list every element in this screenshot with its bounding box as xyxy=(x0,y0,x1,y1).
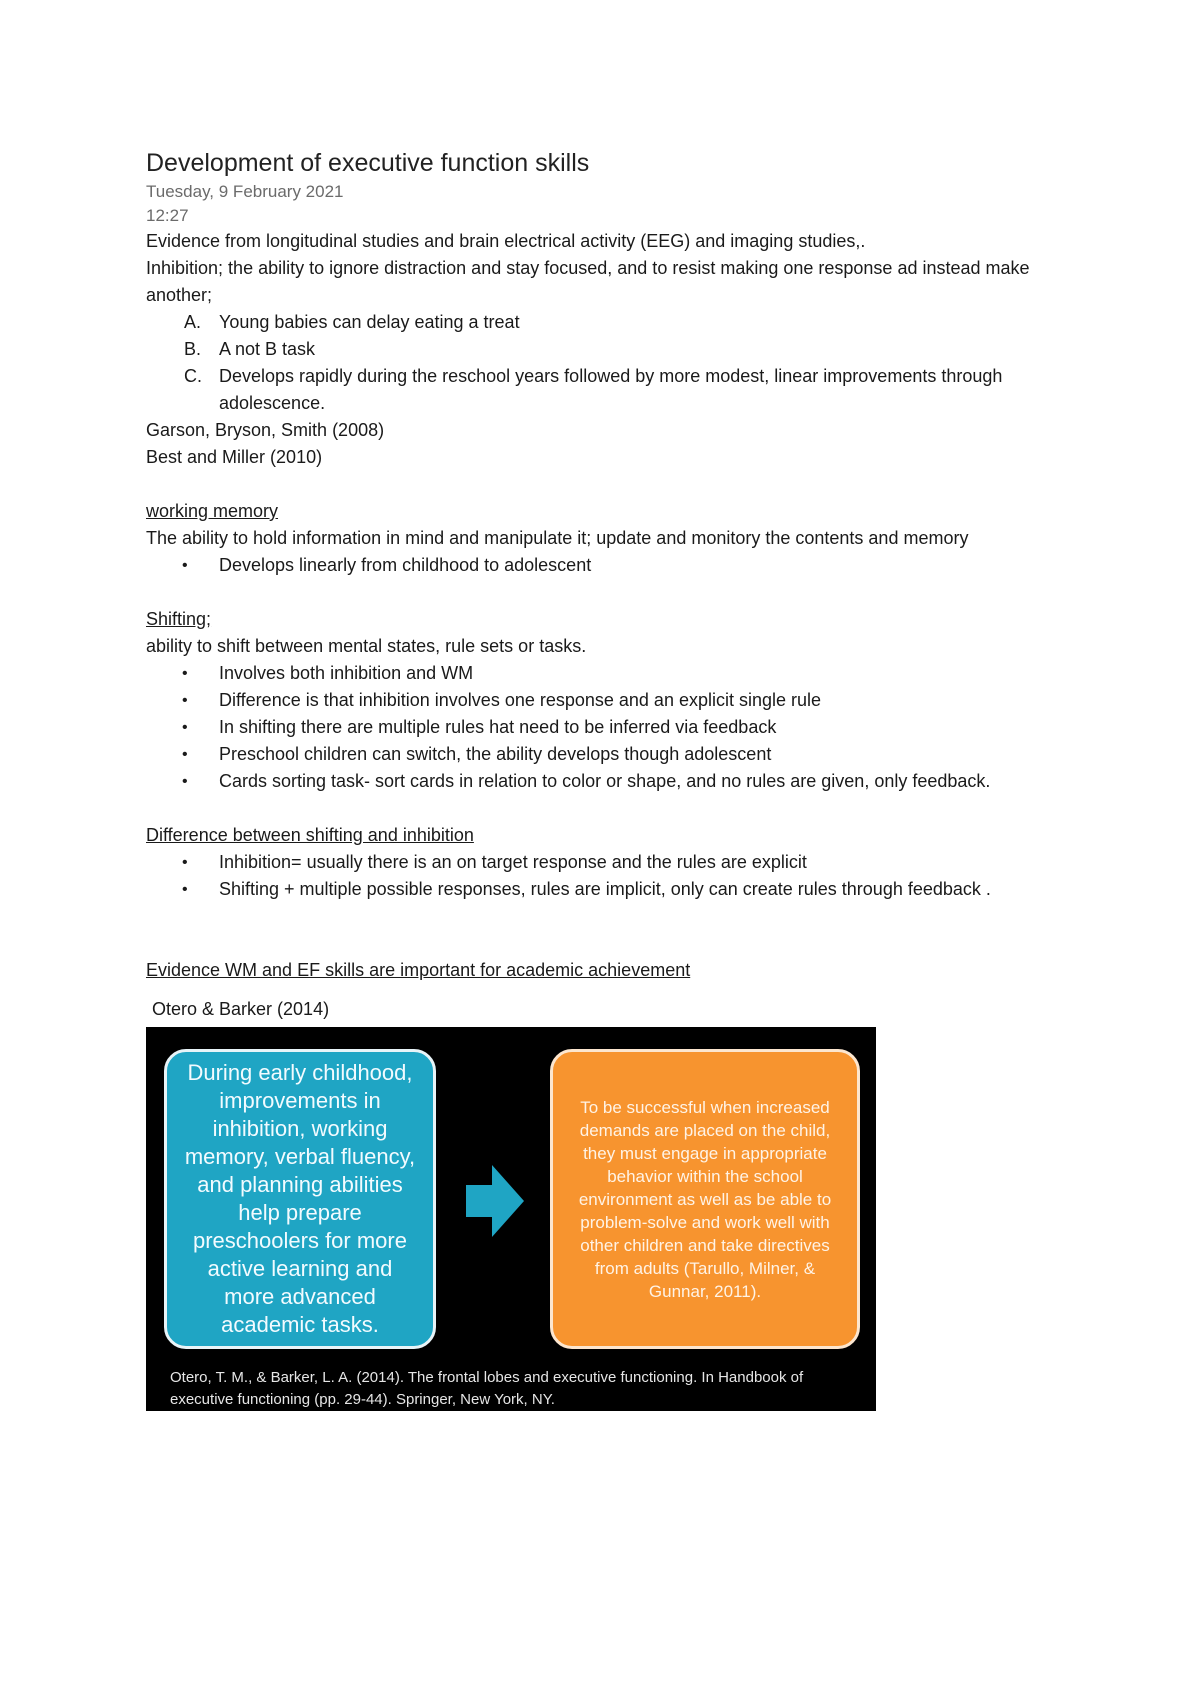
right-arrow-icon xyxy=(466,1165,524,1237)
list-item: • Develops linearly from childhood to adolescent xyxy=(146,552,1046,579)
list-item: C. Develops rapidly during the reschool years followed by more modest, linear improvements through adolescence. xyxy=(184,366,1003,413)
bullet-icon: • xyxy=(182,773,188,790)
list-item: A. Young babies can delay eating a treat xyxy=(184,312,520,332)
list-item: • Involves both inhibition and WM xyxy=(146,660,1046,687)
list-item: • Preschool children can switch, the ability develops though adolescent xyxy=(146,741,1046,768)
section-heading-shifting: Shifting; xyxy=(146,609,212,629)
list-item: • Cards sorting task- sort cards in relation to color or shape, and no rules are given, only feedback. xyxy=(146,768,1046,795)
reference: Best and Miller (2010) xyxy=(146,447,323,467)
list-item: B. A not B task xyxy=(184,339,316,359)
figure-citation: Otero, T. M., & Barker, L. A. (2014). The frontal lobes and executive functioning. In Handbook of executive functioning (pp. 29-44). Springer, New York, NY. xyxy=(170,1369,804,1408)
figure-image xyxy=(146,1027,876,1411)
list-item: • Difference is that inhibition involves one response and an explicit single rule xyxy=(146,687,1046,714)
shifting-list xyxy=(146,660,1046,795)
figure-label: Otero & Barker (2014) xyxy=(152,999,330,1019)
bullet-icon: • xyxy=(182,557,188,574)
reference: Garson, Bryson, Smith (2008) xyxy=(146,420,385,440)
bullet-icon: • xyxy=(182,881,188,898)
figure-left-box xyxy=(164,1049,436,1349)
figure-right-box xyxy=(550,1049,860,1349)
note-date: Tuesday, 9 February 2021 xyxy=(146,182,344,201)
bullet-icon: • xyxy=(182,719,188,736)
working-memory-list xyxy=(146,552,1046,579)
bullet-icon: • xyxy=(182,854,188,871)
inhibition-list xyxy=(146,309,1046,417)
working-memory-definition: The ability to hold information in mind and manipulate it; update and monitory the contents and memory xyxy=(146,528,969,548)
bullet-icon: • xyxy=(182,746,188,763)
list-item: • In shifting there are multiple rules hat need to be inferred via feedback xyxy=(146,714,1046,741)
figure-right-text: To be successful when increased demands are placed on the child, they must engage in appropriate behavior within the school environment as well as be able to problem-solve and work well with other children and take directives from adults (Tarullo, Milner, & Gunnar, 2011). xyxy=(578,1097,832,1301)
section-heading-difference: Difference between shifting and inhibition xyxy=(146,825,474,845)
bullet-icon: • xyxy=(182,665,188,682)
page-title: Development of executive function skills xyxy=(146,149,590,177)
list-item: • Inhibition= usually there is an on target response and the rules are explicit xyxy=(146,849,1046,876)
section-heading-evidence: Evidence WM and EF skills are important for academic achievement xyxy=(146,960,691,980)
difference-list xyxy=(146,849,1046,903)
list-item: • Shifting + multiple possible responses, rules are implicit, only can create rules through feedback . xyxy=(146,876,1046,903)
figure-left-text: During early childhood, improvements in inhibition, working memory, verbal fluency, and planning abilities help prepare preschoolers for more active learning and more advanced academic tasks. xyxy=(184,1060,416,1337)
shifting-definition: ability to shift between mental states, rule sets or tasks. xyxy=(146,636,587,656)
section-heading-working-memory: working memory xyxy=(146,501,279,521)
note-time: 12:27 xyxy=(146,206,189,225)
bullet-icon: • xyxy=(182,692,188,709)
note-page xyxy=(146,146,1046,1411)
inhibition-definition: Inhibition; the ability to ignore distraction and stay focused, and to resist making one response ad instead make another; xyxy=(146,258,1030,305)
intro-paragraph: Evidence from longitudinal studies and brain electrical activity (EEG) and imaging studies,. xyxy=(146,231,866,251)
